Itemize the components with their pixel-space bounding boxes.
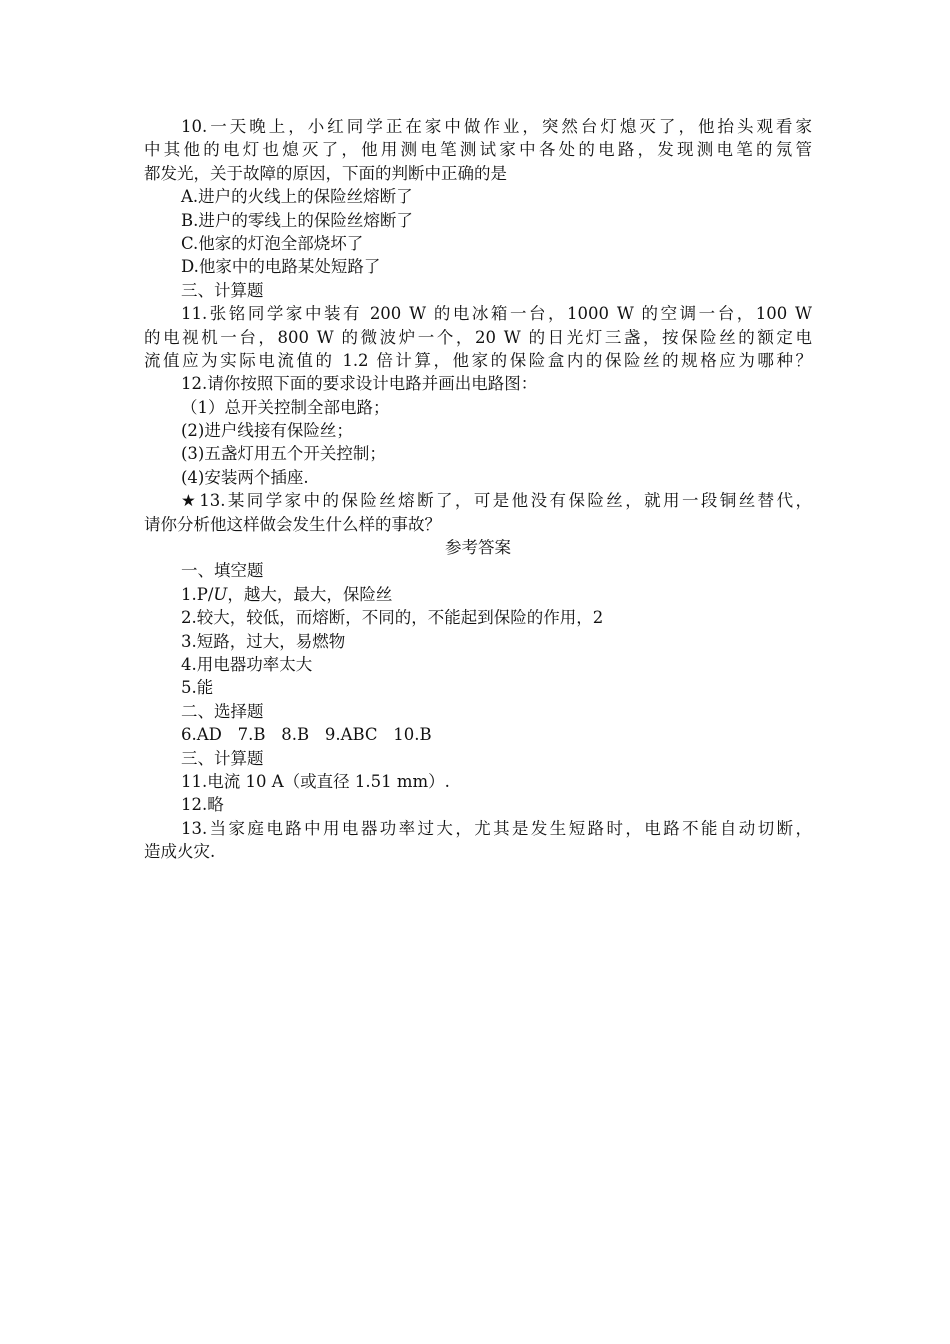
q13-line-1-text: 13.某同学家中的保险丝熔断了，可是他没有保险丝，就用一段铜丝替代，: [199, 491, 812, 511]
answer-13-line-2: 造成火灾.: [144, 842, 216, 862]
q10-line-3: 都发光，关于故障的原因，下面的判断中正确的是: [144, 163, 507, 183]
answer-4: 4.用电器功率太大: [181, 654, 313, 674]
star-icon: ★: [181, 491, 199, 511]
answer-1: [144, 583, 812, 606]
question-13: [144, 489, 812, 536]
answer-13-line-1: 13.当家庭电路中用电器功率过大，尤其是发生短路时，电路不能自动切断，: [181, 818, 812, 838]
q12-item-3: (3)五盏灯用五个开关控制；: [181, 444, 386, 464]
answer-12: 12.略: [181, 795, 224, 815]
q13-line-1: [144, 489, 812, 512]
document-page: [144, 115, 812, 864]
answer-11: 11.电流 10 A（或直径 1.51 mm）.: [181, 771, 450, 791]
answer-1-rest: ，越大，最大，保险丝: [227, 584, 393, 604]
answers-6-10: 6.AD 7.B 8.B 9.ABC 10.B: [181, 725, 432, 745]
q11-line-3: 流值应为实际电流值的 1.2 倍计算，他家的保险盒内的保险丝的规格应为哪种？: [144, 350, 812, 370]
answers-sec3-title: 三、计算题: [181, 748, 264, 768]
answers-sec2-title: 二、选择题: [181, 701, 264, 721]
question-11: [144, 302, 812, 372]
q10-option-d: D.他家中的电路某处短路了: [181, 257, 381, 277]
answer-3: 3.短路，过大，易燃物: [181, 631, 346, 651]
q11-line-1: 11.张铭同学家中装有 200 W 的电冰箱一台，1000 W 的空调一台，100 W: [181, 304, 812, 324]
answers-section: [144, 559, 812, 863]
q10-line-2: 中其他的电灯也熄灭了，他用测电笔测试家中各处的电路，发现测电笔的氖管: [144, 140, 812, 160]
section-3-title: 三、计算题: [181, 280, 264, 300]
answer-5: 5.能: [181, 678, 214, 698]
question-10: [144, 115, 812, 279]
q10-option-c: C.他家的灯泡全部烧坏了: [181, 233, 364, 253]
q10-line-1: 10.一天晚上，小红同学正在家中做作业，突然台灯熄灭了，他抬头观看家: [181, 117, 812, 136]
answers-sec1-title: 一、填空题: [181, 561, 264, 581]
q10-option-b: B.进户的零线上的保险丝熔断了: [181, 210, 413, 230]
q10-option-a: A.进户的火线上的保险丝熔断了: [181, 187, 413, 207]
q12-item-4: (4)安装两个插座.: [181, 467, 309, 487]
q12-item-1: （1）总开关控制全部电路；: [181, 397, 390, 417]
question-12: [144, 372, 812, 489]
q12-title: 12.请你按照下面的要求设计电路并画出电路图：: [181, 374, 538, 394]
q13-line-2: 请你分析他这样做会发生什么样的事故？: [144, 514, 441, 534]
q11-line-2: 的电视机一台，800 W 的微波炉一个，20 W 的日光灯三盏，按保险丝的额定电: [144, 327, 812, 347]
answer-1-prefix: 1.P/: [181, 584, 214, 604]
answers-heading: 参考答案: [445, 538, 511, 558]
answer-2: 2.较大，较低，而熔断，不同的，不能起到保险的作用，2: [181, 608, 604, 628]
q12-item-2: (2)进户线接有保险丝；: [181, 421, 353, 441]
answer-1-variable: U: [213, 584, 228, 604]
